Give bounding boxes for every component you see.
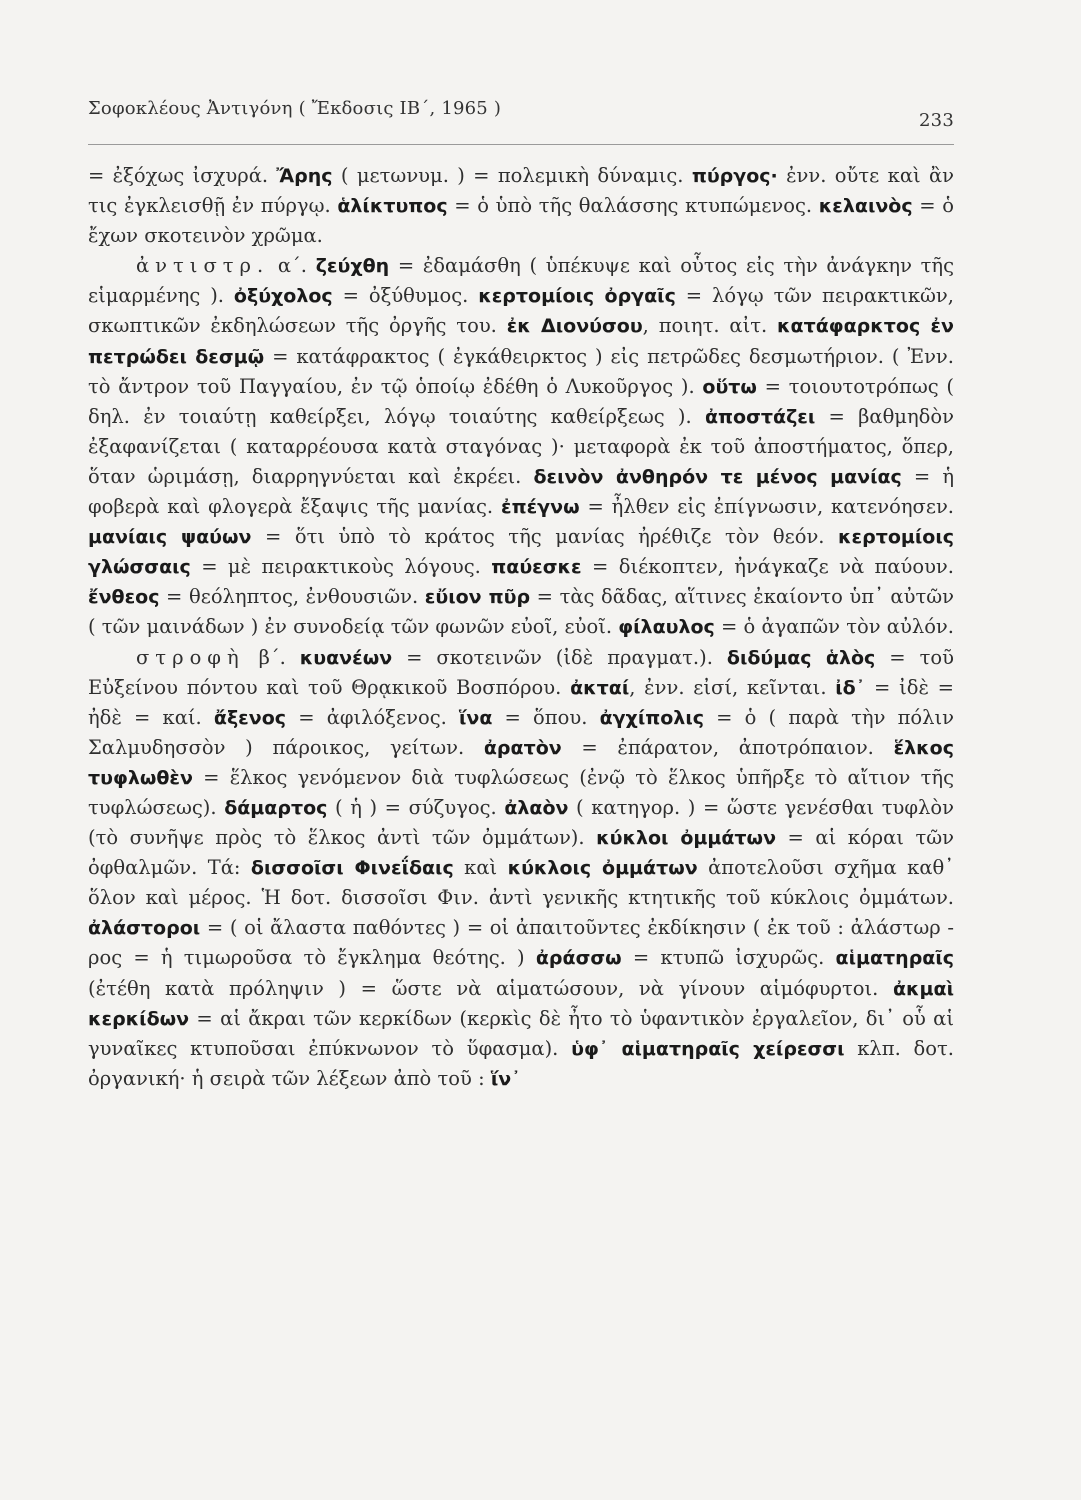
gloss-text: κλπ. δοτ. ὀργανική· ἡ σειρὰ τῶν λέξεων ἀπὸ τοῦ :: [88, 1036, 954, 1090]
gloss-text: = ἦλθεν εἰς ἐπίγνωσιν, κατενόησεν.: [579, 495, 954, 519]
section-label: στροφὴ: [136, 645, 245, 669]
lemma-term: ἁλίκτυπος: [337, 195, 448, 218]
lemma-term: Ἄρης: [276, 165, 333, 187]
gloss-text: = ἀφιλόξενος.: [286, 705, 459, 729]
gloss-text: (ἐτέθη κατὰ πρόληψιν ) = ὥστε νὰ αἱματώσουν, νὰ γίνουν αἱμόφυρτοι.: [88, 976, 893, 1000]
lemma-term: ἀκμαὶ κερκίδων: [88, 977, 954, 1030]
gloss-text: α΄.: [269, 254, 316, 278]
gloss-text: = ἐξόχως ἰσχυρά.: [88, 164, 277, 187]
gloss-text: ( μετωνυμ. ) = πολεμικὴ δύναμις.: [332, 164, 692, 187]
gloss-text: ἀποτελοῦσι σχῆμα καθ᾿ ὅλον καὶ μέρος. Ἡ δοτ. δισσοῖσι Φιν. ἀντὶ γενικῆς κτητικῆς τοῦ κύκλοις ὀμμάτων.: [88, 856, 954, 910]
gloss-text: = ἰδὲ = ἠδὲ = καί.: [88, 675, 955, 729]
gloss-text: = ὅτι ὑπὸ τὸ κράτος τῆς μανίας ἠρέθιζε τὸν θεόν.: [251, 525, 839, 549]
lemma-term: ἐπέγνω: [501, 496, 580, 519]
gloss-text: , ἐνν. εἰσί, κεῖνται.: [629, 675, 836, 699]
header-rule: [88, 144, 954, 145]
lemma-term: ἵνα: [458, 706, 493, 729]
lemma-term: παύεσκε: [491, 556, 582, 579]
gloss-text: = σκοτεινῶν (ἰδὲ πραγματ.).: [392, 645, 727, 669]
gloss-text: = μὲ πειρακτικοὺς λόγους.: [190, 555, 492, 579]
gloss-text: ( κατηγορ. ) = ὥστε γενέσθαι τυφλὸν (τὸ συνῆψε πρὸς τὸ ἕλκος ἀντὶ τῶν ὀμμάτων).: [88, 795, 955, 850]
gloss-text: = τοῦ Εὐξείνου πόντου καὶ τοῦ Θρᾳκικοῦ Βοσπόρου.: [88, 645, 954, 699]
gloss-text: = ὁ ὑπὸ τῆς θαλάσσης κτυπώμενος.: [447, 194, 819, 218]
lemma-term: ὑφ᾿ αἱματηραῖς χείρεσσι: [571, 1037, 845, 1060]
gloss-text: , ποιητ. αἰτ.: [642, 314, 778, 338]
lemma-term: ἐκ Διονύσου: [506, 315, 643, 338]
lemma-term: ἀποστάζει: [704, 405, 816, 428]
lemma-term: ἵν᾿: [490, 1067, 521, 1090]
gloss-text: = ὁ ἔχων σκοτεινὸν χρῶμα.: [88, 194, 954, 248]
lemma-term: ἀρατὸν: [483, 736, 562, 759]
lemma-term: ἀγχίπολις: [599, 706, 704, 729]
lemma-term: κερτομίοις ὀργαῖς: [478, 285, 676, 308]
lemma-term: πύργος·: [691, 165, 778, 187]
lemma-term: κερτομίοις γλώσσαις: [88, 526, 954, 579]
lemma-term: κύκλοις ὀμμάτων: [507, 857, 698, 880]
lemma-term: κατάφαρκτος ἐν πετρώδει δεσμῷ: [88, 315, 954, 368]
section-label: ἀντιστρ.: [136, 254, 270, 278]
lemma-term: κελαινὸς: [818, 195, 913, 218]
gloss-text: = τὰς δᾶδας, αἵτινες ἐκαίοντο ὑπ᾿ αὐτῶν ( τῶν μαινάδων ) ἐν συνοδείᾳ τῶν φωνῶν εὐοῖ, εὐοῖ.: [88, 585, 954, 639]
lemma-term: κυανέων: [299, 646, 393, 669]
lemma-term: φίλαυλος: [618, 616, 715, 639]
gloss-text: = κατάφρακτος ( ἐγκάθειρκτος ) εἰς πετρῶδες δεσμωτήριον. ( Ἐνν. τὸ ἄντρον τοῦ Παγγαίου, ἐν τῷ ὁποίῳ ἐδέθη ὁ Λυκοῦργος ).: [88, 344, 954, 398]
lemma-term: ἰδ᾿: [835, 676, 866, 699]
commentary-paragraph: [88, 251, 954, 642]
commentary-paragraph: [88, 161, 954, 251]
lemma-term: ἄξενος: [213, 706, 287, 729]
lemma-term: ὀξύχολος: [233, 285, 333, 308]
gloss-text: = ἐπάρατον, ἀποτρόπαιον.: [561, 735, 894, 759]
page-number: 233: [919, 110, 954, 131]
commentary-paragraph: [88, 643, 954, 1094]
document-page: [88, 88, 954, 1094]
gloss-text: = ἕλκος γενόμενον διὰ τυφλώσεως (ἐνῷ τὸ ἕλκος ὑπῆρξε τὸ αἴτιον τῆς τυφλώσεως).: [88, 765, 954, 819]
lemma-term: κύκλοι ὀμμάτων: [596, 827, 777, 850]
gloss-text: = ὀξύθυμος.: [332, 284, 479, 308]
gloss-text: = ἡ φοβερὰ καὶ φλογερὰ ἔξαψις τῆς μανίας.: [88, 464, 955, 519]
lemma-term: ζεύχθη: [315, 255, 390, 278]
running-header: [88, 88, 954, 131]
gloss-text: ἐνν. οὔτε καὶ ἂν τις ἐγκλεισθῇ ἐν πύργῳ.: [88, 164, 954, 218]
gloss-text: = βαθμηδὸν ἐξαφανίζεται ( καταρρέουσα κατὰ σταγόνας )· μεταφορὰ ἐκ τοῦ ἀποστήματος, ὅπερ, ὅταν ὡριμάσῃ, διαρρηγνύεται καὶ ἐκρέει.: [88, 404, 955, 488]
lemma-term: οὕτω: [702, 375, 757, 398]
lemma-term: ἀλαὸν: [504, 796, 569, 819]
lemma-term: μανίαις ψαύων: [88, 526, 252, 549]
gloss-text: = ὅπου.: [492, 705, 600, 729]
gloss-text: = διέκοπτεν, ἠνάγκαζε νὰ παύουν.: [581, 555, 954, 579]
lemma-term: ἀλάστοροι: [88, 917, 201, 940]
gloss-text: = λόγῳ τῶν πειρακτικῶν, σκωπτικῶν ἐκδηλώσεων τῆς ὀργῆς του.: [88, 284, 954, 338]
gloss-text: = ὁ ἀγαπῶν τὸν αὐλόν.: [714, 615, 954, 639]
lemma-term: ἀράσσω: [535, 947, 622, 970]
lemma-term: δισσοῖσι Φινεΐδαις: [250, 857, 454, 880]
gloss-text: = ἐδαμάσθη ( ὑπέκυψε καὶ οὗτος εἰς τὴν ἀνάγκην τῆς εἱμαρμένης ).: [88, 254, 954, 308]
gloss-text: = αἱ κόραι τῶν ὀφθαλμῶν. Τά:: [88, 826, 955, 880]
gloss-text: = ( οἱ ἄλαστα παθόντες ) = οἱ ἀπαιτοῦντες ἐκδίκησιν ( ἐκ τοῦ : ἀλάστωρ - ρος = ἡ τιμωροῦσα τὸ ἔγκλημα θεότης. ): [88, 916, 954, 970]
lemma-term: ἔνθεος: [88, 586, 160, 609]
gloss-text: καὶ: [453, 856, 508, 880]
gloss-text: = ὁ ( παρὰ τὴν πόλιν Σαλμυδησσὸν ) πάροικος, γείτων.: [88, 705, 954, 759]
gloss-text: = τοιουτοτρόπως ( δηλ. ἐν τοιαύτῃ καθείρξει, λόγῳ τοιαύτης καθείρξεως ).: [88, 374, 954, 428]
lemma-term: ἕλκος τυφλωθὲν: [88, 736, 954, 789]
lemma-term: διδύμας ἁλὸς: [726, 646, 876, 669]
gloss-text: β΄.: [244, 645, 300, 669]
running-title: Σοφοκλέους Ἀντιγόνη ( Ἔκδοσις ΙΒ΄, 1965 ): [88, 98, 502, 119]
lemma-term: αἱματηραῖς: [835, 947, 955, 970]
lemma-term: δάμαρτος: [224, 796, 328, 819]
lemma-term: εὔιον πῦρ: [424, 586, 531, 609]
lemma-term: ἀκταί: [570, 676, 630, 699]
gloss-text: = αἱ ἄκραι τῶν κερκίδων (κερκὶς δὲ ἦτο τὸ ὑφαντικὸν ἐργαλεῖον, δι᾿ οὗ αἱ γυναῖκες κτυποῦσαι ἐπύκνωνον τὸ ὕφασμα).: [88, 1006, 954, 1060]
gloss-text: ( ἡ ) = σύζυγος.: [327, 795, 505, 819]
lemma-term: δεινὸν ἀνθηρόν τε μένος μανίας: [533, 465, 902, 488]
gloss-text: = κτυπῶ ἰσχυρῶς.: [621, 946, 836, 970]
gloss-text: = θεόληπτος, ἐνθουσιῶν.: [159, 585, 425, 609]
commentary-body: [88, 161, 954, 1094]
